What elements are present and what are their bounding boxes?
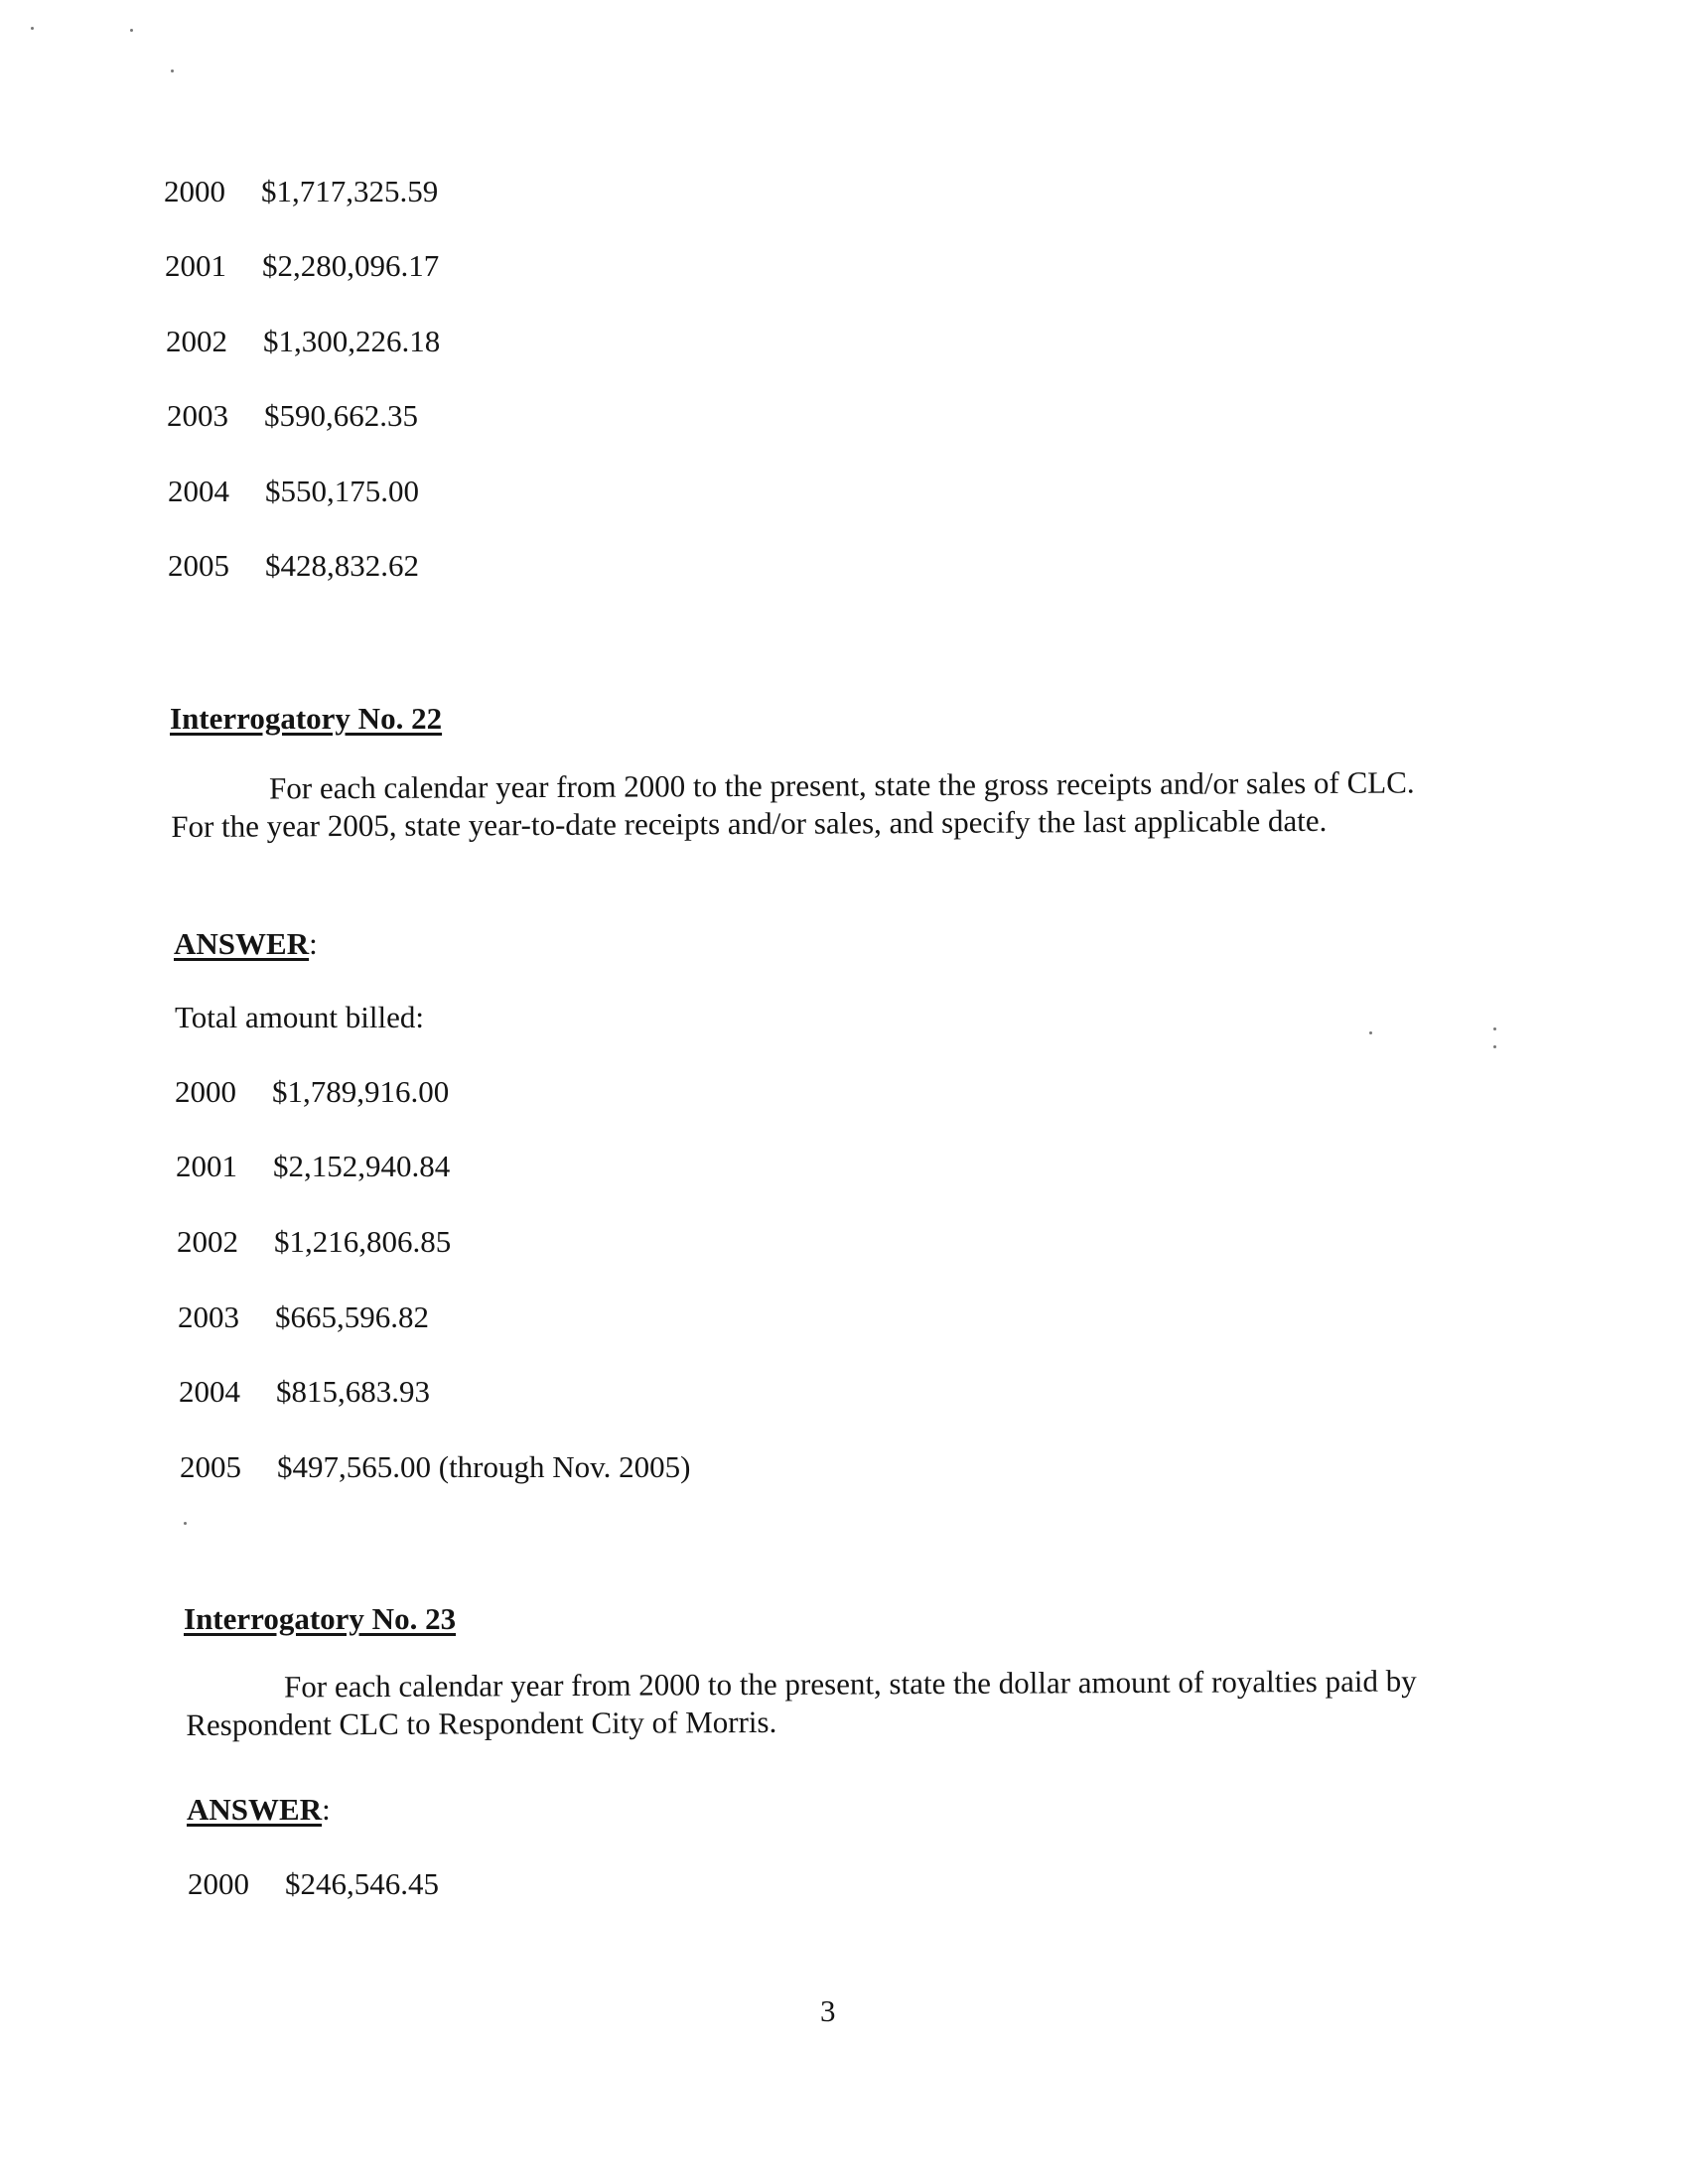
interrogatory-22-heading: Interrogatory No. 22 <box>170 701 443 736</box>
list-item <box>176 1149 450 1184</box>
year: 2001 <box>176 1149 237 1183</box>
amount: $2,280,096.17 <box>262 248 440 283</box>
year: 2002 <box>166 324 227 358</box>
scan-speck <box>130 29 133 32</box>
list-item <box>166 324 440 359</box>
list-item <box>188 1866 439 1902</box>
year: 2003 <box>167 398 228 433</box>
amount: $1,216,806.85 <box>274 1224 452 1259</box>
interrogatory-22-question-text: For each calendar year from 2000 to the present, state the gross receipts and/or sales of CLC. For the year 2005, state year-to-date receipts and/or sales, and specify the last applicable date. <box>171 764 1415 844</box>
list-item <box>167 398 418 434</box>
list-item <box>177 1224 451 1260</box>
scan-speck <box>31 27 34 30</box>
answer-label-text: ANSWER <box>187 1792 323 1827</box>
list-item <box>179 1374 430 1410</box>
interrogatory-22-question <box>171 763 1462 846</box>
answer-label-text: ANSWER <box>174 926 310 961</box>
year: 2004 <box>168 474 229 508</box>
amount: $590,662.35 <box>264 398 418 433</box>
year: 2005 <box>180 1449 241 1484</box>
answer-label-colon: : <box>309 926 318 961</box>
interrogatory-22-answer-label <box>174 926 318 962</box>
year: 2002 <box>177 1224 238 1259</box>
year: 2005 <box>168 548 229 583</box>
list-item <box>165 248 439 284</box>
amount: $815,683.93 <box>276 1374 430 1409</box>
list-item <box>168 474 419 509</box>
answer-label-colon: : <box>322 1792 331 1827</box>
interrogatory-23-question <box>186 1662 1476 1744</box>
interrogatory-23-question-text: For each calendar year from 2000 to the present, state the dollar amount of royalties paid by Respondent CLC to Respondent City of Morris. <box>186 1663 1417 1742</box>
amount: $1,789,916.00 <box>272 1074 450 1109</box>
total-billed-label: Total amount billed: <box>175 1000 424 1034</box>
year: 2000 <box>188 1866 249 1901</box>
scan-speck <box>1493 1045 1496 1048</box>
interrogatory-23-answer-label <box>187 1792 331 1828</box>
amount: $497,565.00 (through Nov. 2005) <box>277 1449 691 1484</box>
list-item <box>168 548 419 584</box>
page-number: 3 <box>820 1993 836 2028</box>
interrogatory-23-heading: Interrogatory No. 23 <box>184 1601 457 1636</box>
list-item <box>178 1299 429 1335</box>
scan-speck <box>1493 1027 1496 1030</box>
scan-speck <box>184 1522 187 1525</box>
amount: $1,717,325.59 <box>261 174 439 208</box>
list-item <box>164 174 438 209</box>
year: 2004 <box>179 1374 240 1409</box>
amount: $665,596.82 <box>275 1299 429 1334</box>
amount: $246,546.45 <box>285 1866 439 1901</box>
year: 2003 <box>178 1299 239 1334</box>
amount: $1,300,226.18 <box>263 324 441 358</box>
list-item <box>175 1074 449 1110</box>
amount: $428,832.62 <box>265 548 419 583</box>
scan-speck <box>171 69 174 72</box>
scan-speck <box>1369 1031 1372 1034</box>
year: 2000 <box>175 1074 236 1109</box>
list-item <box>180 1449 690 1485</box>
amount: $550,175.00 <box>265 474 419 508</box>
year: 2001 <box>165 248 226 283</box>
amount: $2,152,940.84 <box>273 1149 451 1183</box>
year: 2000 <box>164 174 225 208</box>
